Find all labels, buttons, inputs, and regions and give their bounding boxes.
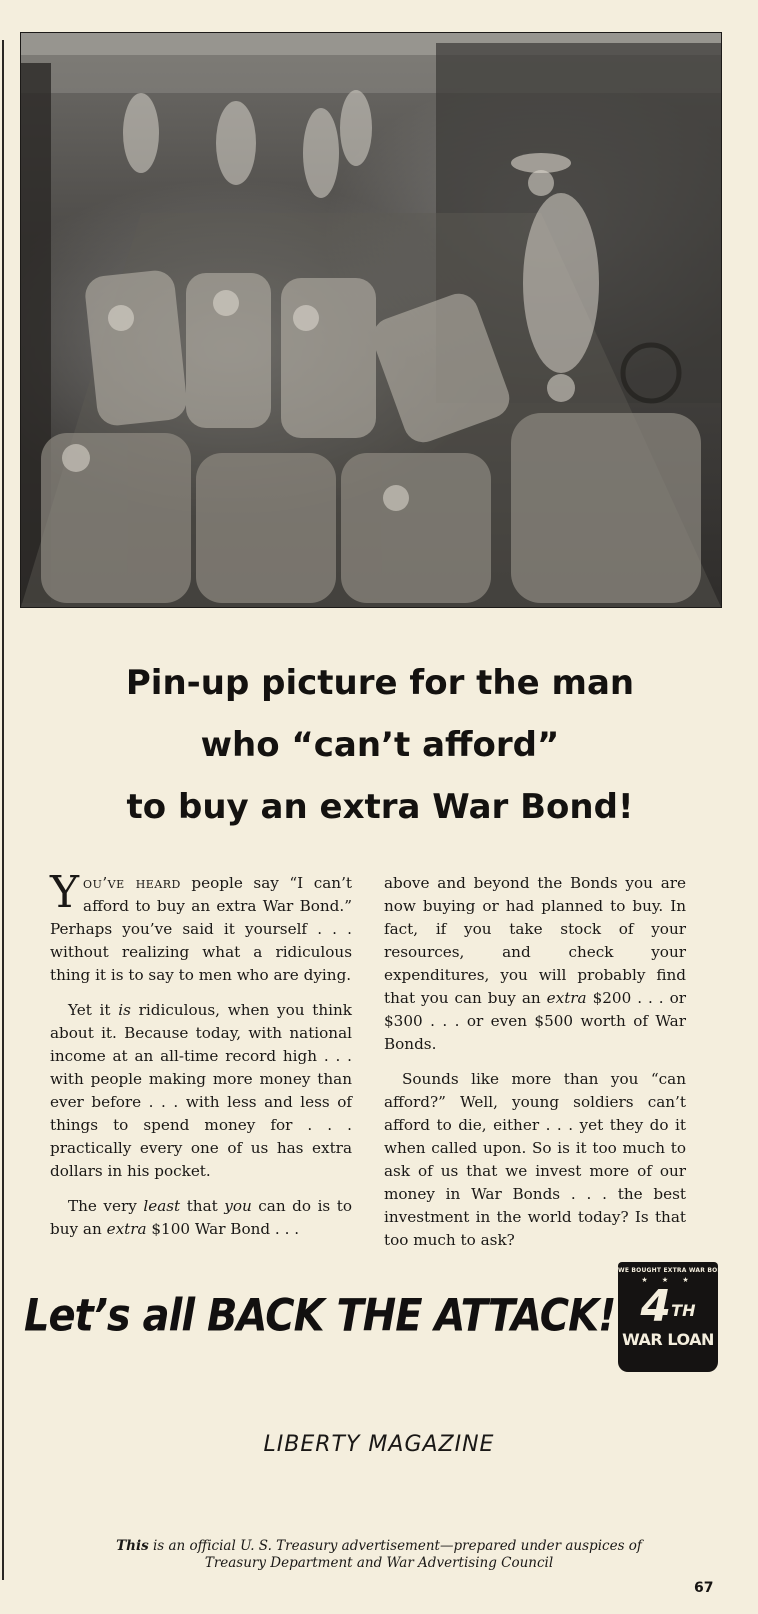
body-text: that xyxy=(180,1197,225,1215)
badge-suffix: TH xyxy=(671,1301,696,1320)
headline xyxy=(40,652,720,838)
emphasis: extra xyxy=(546,989,587,1007)
official-prefix: This xyxy=(116,1538,149,1554)
official-text: is an official U. S. Treasury advertisement—prepared under auspices of xyxy=(148,1538,642,1554)
badge-caption: WE BOUGHT EXTRA WAR BONDS xyxy=(618,1267,733,1274)
star-icon: ★ ★ ★ xyxy=(641,1276,695,1284)
official-notice-line-2: Treasury Department and War Advertising Council xyxy=(204,1555,554,1571)
badge-number xyxy=(618,1281,718,1332)
official-notice-line-1 xyxy=(0,1538,758,1555)
headline-line-3: to buy an extra War Bond! xyxy=(126,787,634,827)
body-column-left xyxy=(50,867,352,1253)
body-text: people say “I can’t afford to buy an extra War Bond.” Perhaps you’ve said it yourself . . . without realizing what a ridiculous thing it is to say to men who are dying. xyxy=(50,874,352,984)
body-text: can do is to buy an xyxy=(50,1197,352,1238)
body-paragraph xyxy=(384,872,686,1056)
body-paragraph xyxy=(50,1195,352,1241)
body-text: $100 War Bond . . . xyxy=(146,1220,300,1238)
war-loan-badge xyxy=(618,1262,733,1372)
headline-line-2: who “can’t afford” xyxy=(200,725,560,765)
body-text: above and beyond the Bonds you are now buying or had planned to buy. In fact, if you take stock of your resources, and check your expenditures, you will probably find that you can buy an xyxy=(384,874,686,1007)
magazine-credit: LIBERTY MAGAZINE xyxy=(263,1432,495,1457)
headline-line-1: Pin-up picture for the man xyxy=(125,663,635,703)
lead-in-smallcaps: ou’ve heard xyxy=(83,874,181,892)
body-column-right xyxy=(384,872,686,1264)
emphasis: is xyxy=(118,1001,131,1019)
badge-label: WAR LOAN xyxy=(622,1330,714,1349)
emphasis: extra xyxy=(106,1220,147,1238)
badge-digit: 4 xyxy=(640,1281,672,1332)
slogan: Let’s all BACK THE ATTACK! xyxy=(24,1290,616,1342)
body-text: ridiculous, when you think about it. Because today, with national income at an all-time record high . . . with people making more money than ever before . . . with less and less of things to spend money for . . . practically every one of us has extra dollars in his pocket. xyxy=(50,1001,352,1180)
body-paragraph xyxy=(50,999,352,1183)
body-text: $200 . . . or $300 . . . or even $500 worth of War Bonds. xyxy=(384,989,686,1053)
body-text: The very xyxy=(68,1197,144,1215)
emphasis: least xyxy=(143,1197,181,1215)
wounded-soldiers-photo xyxy=(20,32,722,608)
page-edge-rule xyxy=(2,40,4,1580)
body-paragraph xyxy=(50,867,352,987)
page-number: 67 xyxy=(694,1580,714,1596)
emphasis: you xyxy=(224,1197,252,1215)
official-notice xyxy=(0,1538,758,1572)
drop-cap: Y xyxy=(50,867,80,918)
photo-illustration xyxy=(21,33,721,607)
body-text: Yet it xyxy=(68,1001,119,1019)
body-paragraph: Sounds like more than you “can afford?” Well, young soldiers can’t afford to die, either . . . yet they do it when called upon. So is it too much to ask of us that we invest more of our money in War Bonds . . . the best investment in the world today? Is that too much to ask? xyxy=(384,1070,686,1249)
